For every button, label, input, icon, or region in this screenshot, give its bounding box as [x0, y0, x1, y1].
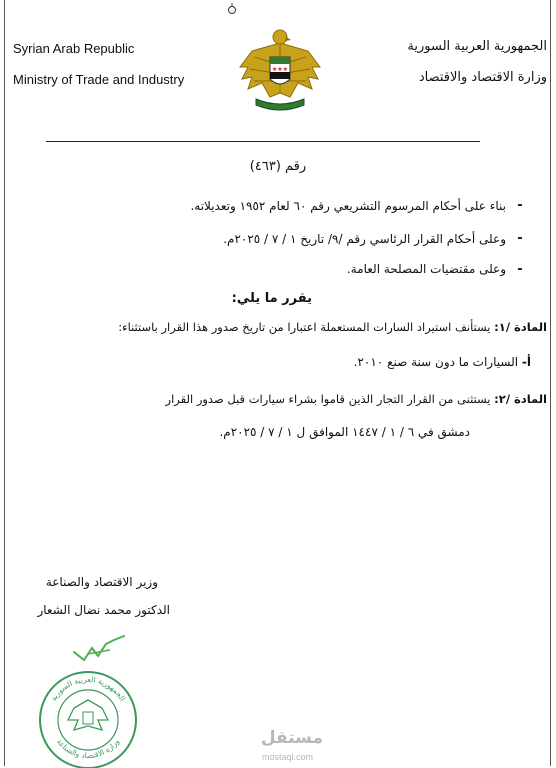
decides-heading: يقرر ما يلي:: [231, 291, 312, 306]
watermark-url: mostaql.com: [261, 752, 313, 762]
article-1: [118, 320, 547, 334]
bullet-dash: -: [517, 231, 523, 246]
article-2-text: يستثنى من القرار التجار الذين قاموا بشراء سيارات قبل صدور القرار: [165, 392, 491, 406]
country-name-en: Syrian Arab Republic: [13, 41, 135, 56]
stamp-bottom-text: وزارة الاقتصاد والصناعة: [54, 737, 122, 761]
preamble-line-3: وعلى مقتضيات المصلحة العامة.: [346, 262, 506, 276]
item-a-label: أ-: [521, 355, 531, 369]
preamble-line-1: بناء على أحكام المرسوم التشريعي رقم ٦٠ لعام ١٩٥٢ وتعديلاته.: [190, 199, 506, 213]
watermark-logo: مستقل: [260, 728, 323, 748]
article-2-label: المادة /٢:: [494, 392, 547, 406]
stamp-top-text: الجمهورية العربية السورية: [48, 674, 128, 703]
article-1-text: يستأنف استيراد السارات المستعملة اعتبارا من تاريخ صدور هذا القرار باستثناء:: [118, 320, 491, 334]
bullet-dash: -: [517, 198, 523, 213]
ministry-name-en: Ministry of Trade and Industry: [13, 72, 185, 87]
header-separator: [46, 141, 480, 142]
ministry-name-ar: وزارة الاقتصاد والاقتصاد: [418, 70, 547, 85]
page-hole-icon: [227, 3, 237, 15]
bullet-dash: -: [517, 262, 523, 277]
official-stamp: [36, 668, 140, 768]
country-name-ar: الجمهورية العربية السورية: [407, 39, 547, 54]
date-line: دمشق في ٦ / ١ / ١٤٤٧ الموافق ل ١ / ٧ / ٢٠٢٥م.: [219, 425, 470, 439]
preamble-line-2: وعلى أحكام القرار الرئاسي رقم /٩/ تاريخ ١ / ٧ / ٢٠٢٥م.: [223, 232, 506, 246]
handwritten-signature: [70, 630, 130, 666]
minister-name: الدكتور محمد نضال الشعار: [37, 603, 170, 617]
minister-title: وزير الاقتصاد والصناعة: [45, 575, 158, 589]
article-1-label: المادة /١:: [494, 320, 547, 334]
eagle-emblem-icon: [234, 23, 326, 115]
article-1-item-a: [354, 355, 531, 369]
decree-number: رقم (٤٦٣): [249, 159, 307, 174]
svg-text:★★★: ★★★: [271, 66, 289, 73]
item-a-text: السيارات ما دون سنة صنع ٢٠١٠.: [353, 355, 519, 369]
article-2: [166, 392, 547, 406]
